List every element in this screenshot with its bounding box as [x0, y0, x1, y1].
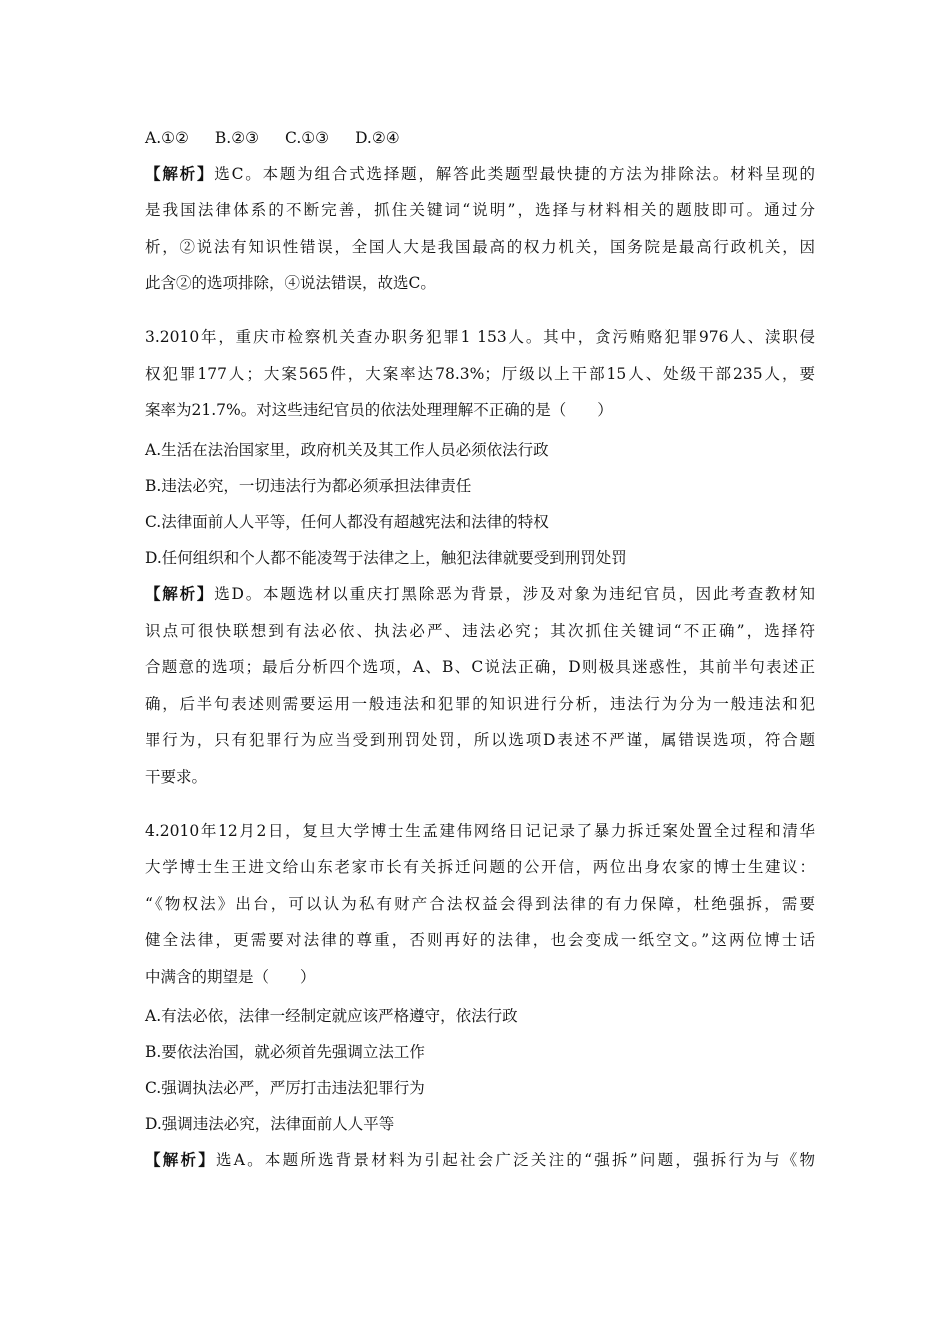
analysis-tag: 【解析】 [145, 164, 215, 183]
q4-stem-line: 大学博士生王进文给山东老家市长有关拆迁问题的公开信，两位出身农家的博士生建议： [145, 858, 815, 876]
q2-option-a: A.①② [145, 129, 189, 147]
q2-analysis-line: 是我国法律体系的不断完善，抓住关键词“说明”，选择与材料相关的题肢即可。通过分 [145, 201, 815, 219]
q3-analysis-line: 罪行为，只有犯罪行为应当受到刑罚处罚，所以选项D表述不严谨，属错误选项，符合题 [145, 731, 815, 749]
q2-options-row [145, 128, 815, 148]
q3-analysis-line: 干要求。 [145, 768, 208, 786]
q4-option-a: A.有法必依，法律一经制定就应该严格遵守，依法行政 [145, 1007, 518, 1025]
q3-analysis-line: 合题意的选项；最后分析四个选项，A、B、C说法正确，D则极具迷惑性，其前半句表述正 [145, 658, 815, 676]
q4-stem-line: 中满含的期望是（ ） [145, 968, 316, 986]
q2-analysis-line: 此含②的选项排除，④说法错误，故选C。 [145, 274, 436, 292]
q4-option-c: C.强调执法必严，严厉打击违法犯罪行为 [145, 1079, 425, 1097]
q4-stem-line: 4.2010年12月2日，复旦大学博士生孟建伟网络日记记录了暴力拆迁案处置全过程和清华 [145, 822, 815, 840]
q2-option-d: D.②④ [355, 129, 400, 147]
q3-option-a: A.生活在法治国家里，政府机关及其工作人员必须依法行政 [145, 441, 549, 459]
q2-analysis-line: 析，②说法有知识性错误，全国人大是我国最高的权力机关，国务院是最高行政机关，因 [145, 238, 815, 256]
q3-stem-line: 权犯罪177人；大案565件，大案率达78.3%；厅级以上干部15人、处级干部235人，要 [145, 365, 815, 383]
q4-option-d: D.强调违法必究，法律面前人人平等 [145, 1115, 395, 1133]
q4-stem-line: “《物权法》出台，可以认为私有财产合法权益会得到法律的有力保障，杜绝强拆，需要 [145, 895, 815, 913]
q2-option-c: C.①③ [285, 129, 330, 147]
q3-analysis-line: 识点可很快联想到有法必依、执法必严、违法必究；其次抓住关键词“不正确”，选择符 [145, 622, 815, 640]
q3-option-b: B.违法必究，一切违法行为都必须承担法律责任 [145, 477, 472, 495]
q3-option-c: C.法律面前人人平等，任何人都没有超越宪法和法律的特权 [145, 513, 549, 531]
analysis-tag: 【解析】 [145, 584, 215, 603]
q3-option-d: D.任何组织和个人都不能凌驾于法律之上，触犯法律就要受到刑罚处罚 [145, 549, 627, 567]
q3-analysis-line: 确，后半句表述则需要运用一般违法和犯罪的知识进行分析，违法行为分为一般违法和犯 [145, 695, 815, 713]
q3-stem-line: 3.2010年，重庆市检察机关查办职务犯罪1 153人。其中，贪污贿赂犯罪976人、渎职侵 [145, 328, 815, 346]
analysis-tag: 【解析】 [145, 1150, 216, 1169]
q4-option-b: B.要依法治国，就必须首先强调立法工作 [145, 1043, 425, 1061]
q3-stem-line: 案率为21.7%。对这些违纪官员的依法处理理解不正确的是（ ） [145, 401, 613, 419]
q4-stem-line: 健全法律，更需要对法律的尊重，否则再好的法律，也会变成一纸空文。”这两位博士话 [145, 931, 815, 949]
q2-analysis-line: 【解析】选C。本题为组合式选择题，解答此类题型最快捷的方法为排除法。材料呈现的 [145, 164, 815, 183]
q3-analysis-line: 【解析】选D。本题选材以重庆打黑除恶为背景，涉及对象为违纪官员，因此考查教材知 [145, 584, 815, 603]
q4-analysis-line: 【解析】选A。本题所选背景材料为引起社会广泛关注的“强拆”问题，强拆行为与《物 [145, 1150, 815, 1169]
q2-option-b: B.②③ [214, 129, 260, 147]
